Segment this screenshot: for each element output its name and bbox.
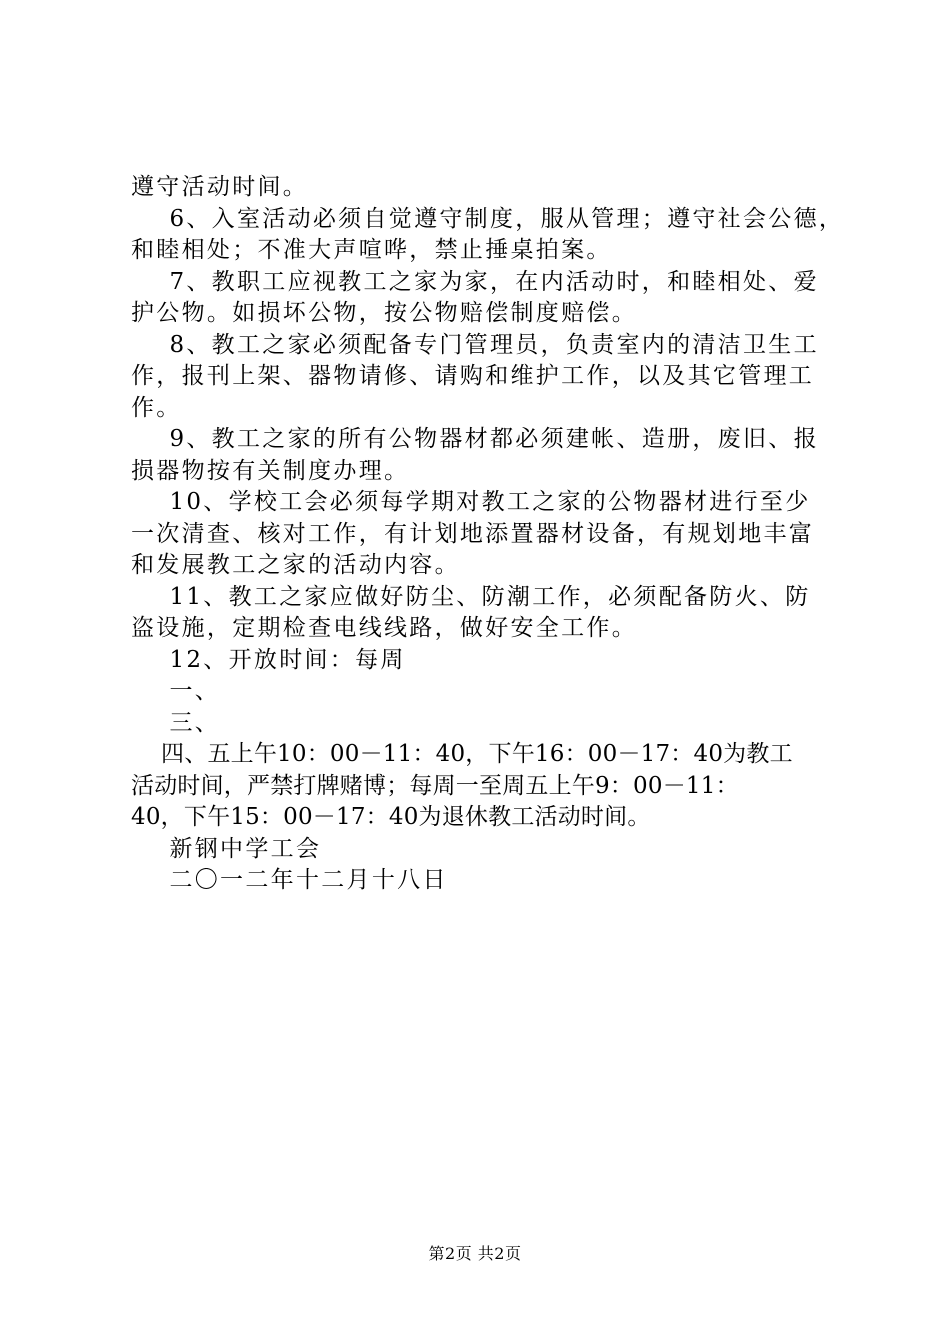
text-line: 40，下午15：00－17：40为退休教工活动时间。: [131, 804, 651, 830]
text-line: 9、教工之家的所有公物器材都必须建帐、造册，废旧、报: [131, 426, 819, 452]
text-line: 一、: [131, 678, 221, 704]
document-body: [131, 172, 845, 897]
text-line: 四、五上午10：00－11：40，下午16：00－17：40为教工: [131, 741, 793, 767]
text-line: 盗设施，定期检查电线线路，做好安全工作。: [131, 615, 637, 641]
text-line: 7、教职工应视教工之家为家，在内活动时，和睦相处、爱: [131, 268, 819, 295]
text-line: 12、开放时间：每周: [131, 646, 406, 673]
text-line: 和发展教工之家的活动内容。: [131, 552, 460, 578]
text-line: 11、教工之家应做好防尘、防潮工作，必须配备防火、防: [131, 583, 811, 610]
text-line: 和睦相处；不准大声喧哗，禁止捶桌拍案。: [131, 237, 612, 263]
text-line: 作。: [131, 394, 182, 421]
text-line: 护公物。如损坏公物，按公物赔偿制度赔偿。: [131, 300, 637, 326]
text-line: 8、教工之家必须配备专门管理员，负责室内的清洁卫生工: [131, 331, 819, 358]
text-line: 遵守活动时间。: [131, 174, 309, 200]
page-number-footer: 第2页 共2页: [428, 1244, 522, 1263]
text-line: 二〇一二年十二月十八日: [131, 867, 448, 893]
text-line: 10、学校工会必须每学期对教工之家的公物器材进行至少: [131, 489, 811, 515]
text-line: 6、入室活动必须自觉遵守制度，服从管理；遵守社会公德，: [131, 205, 845, 232]
text-line: 损器物按有关制度办理。: [131, 457, 410, 484]
text-line: 新钢中学工会: [131, 835, 322, 862]
text-line: 三、: [131, 709, 221, 736]
text-line: 一次清查、核对工作，有计划地添置器材设备，有规划地丰富: [131, 520, 815, 547]
text-line: 活动时间，严禁打牌赌博；每周一至周五上午9：00－11：: [131, 772, 739, 799]
text-line: 作，报刊上架、器物请修、请购和维护工作，以及其它管理工: [131, 363, 815, 389]
